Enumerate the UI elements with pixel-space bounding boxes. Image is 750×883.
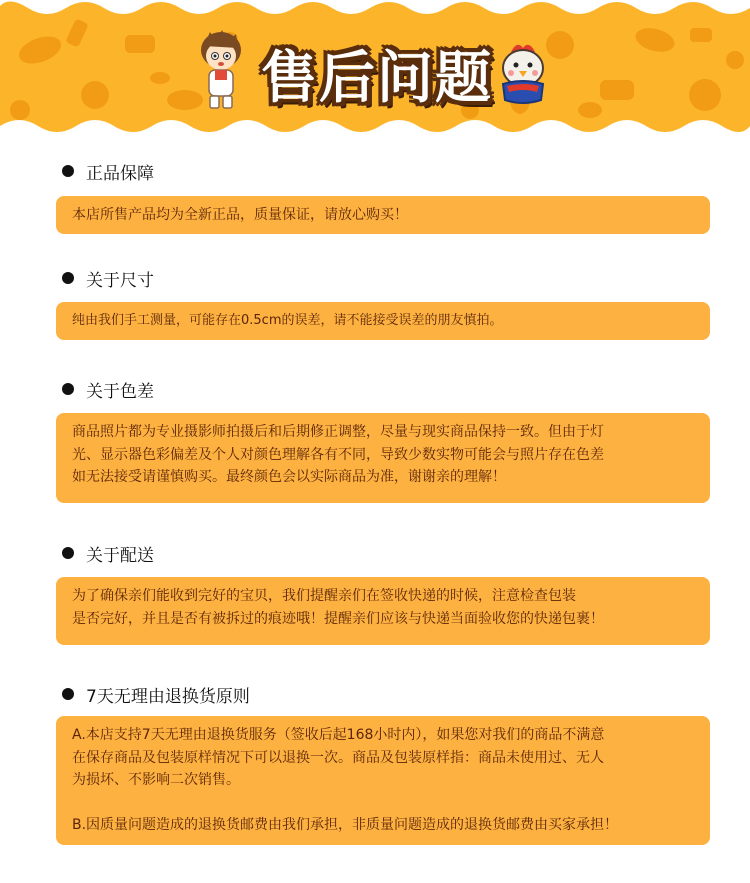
boy-mascot-icon bbox=[196, 26, 246, 112]
section-heading-authentic: 正品保障 bbox=[62, 159, 154, 183]
info-box-size bbox=[56, 302, 710, 340]
info-line: 为损坏、不影响二次销售。 bbox=[72, 772, 240, 788]
info-box-delivery bbox=[56, 577, 710, 645]
bullet-dot-icon bbox=[62, 272, 74, 284]
wave-bottom-edge bbox=[0, 118, 750, 135]
info-line: A.本店支持7天无理由退换货服务（签收后起168小时内），如果您对我们的商品不满意 bbox=[72, 727, 605, 743]
info-line: 商品照片都为专业摄影师拍摄后和后期修正调整，尽量与现实商品保持一致。但由于灯 bbox=[72, 424, 604, 440]
info-line: 为了确保亲们能收到完好的宝贝，我们提醒亲们在签收快递的时候，注意检查包装 bbox=[72, 588, 576, 604]
info-line: B.因质量问题造成的退换货邮费由我们承担，非质量问题造成的退换货邮费由买家承担！ bbox=[72, 816, 619, 833]
info-line: 纯由我们手工测量，可能存在0.5cm的误差，请不能接受误差的朋友慎拍。 bbox=[72, 313, 503, 328]
bullet-dot-icon bbox=[62, 547, 74, 559]
bullet-dot-icon bbox=[62, 165, 74, 177]
info-line: 本店所售产品均为全新正品，质量保证，请放心购买！ bbox=[72, 207, 408, 223]
bullet-dot-icon bbox=[62, 383, 74, 395]
info-line: 光、显示器色彩偏差及个人对颜色理解各有不同，导致少数实物可能会与照片存在色差 bbox=[72, 446, 604, 463]
info-line: 在保存商品及包装原样情况下可以退换一次。商品及包装原样指：商品未使用过、无人 bbox=[72, 749, 604, 766]
section-heading-returns: 7天无理由退换货原则 bbox=[62, 682, 250, 706]
section-heading-size: 关于尺寸 bbox=[62, 266, 154, 290]
info-box-returns bbox=[56, 716, 710, 845]
info-box-authentic bbox=[56, 196, 710, 234]
paragraph-gap bbox=[72, 792, 694, 814]
chicken-mascot-icon bbox=[497, 40, 549, 106]
info-line: 如无法接受请谨慎购买。最终颜色会以实际商品为准，谢谢亲的理解！ bbox=[72, 469, 506, 485]
bullet-dot-icon bbox=[62, 688, 74, 700]
header-banner bbox=[0, 0, 750, 135]
info-box-color bbox=[56, 413, 710, 503]
section-heading-delivery: 关于配送 bbox=[62, 541, 154, 565]
section-heading-color: 关于色差 bbox=[62, 377, 154, 401]
wave-top-edge bbox=[0, 0, 750, 22]
banner-title: 售后问题 bbox=[261, 46, 493, 111]
info-line: 是否完好，并且是否有被拆过的痕迹哦！提醒亲们应该与快递当面验收您的快递包裹！ bbox=[72, 610, 604, 627]
